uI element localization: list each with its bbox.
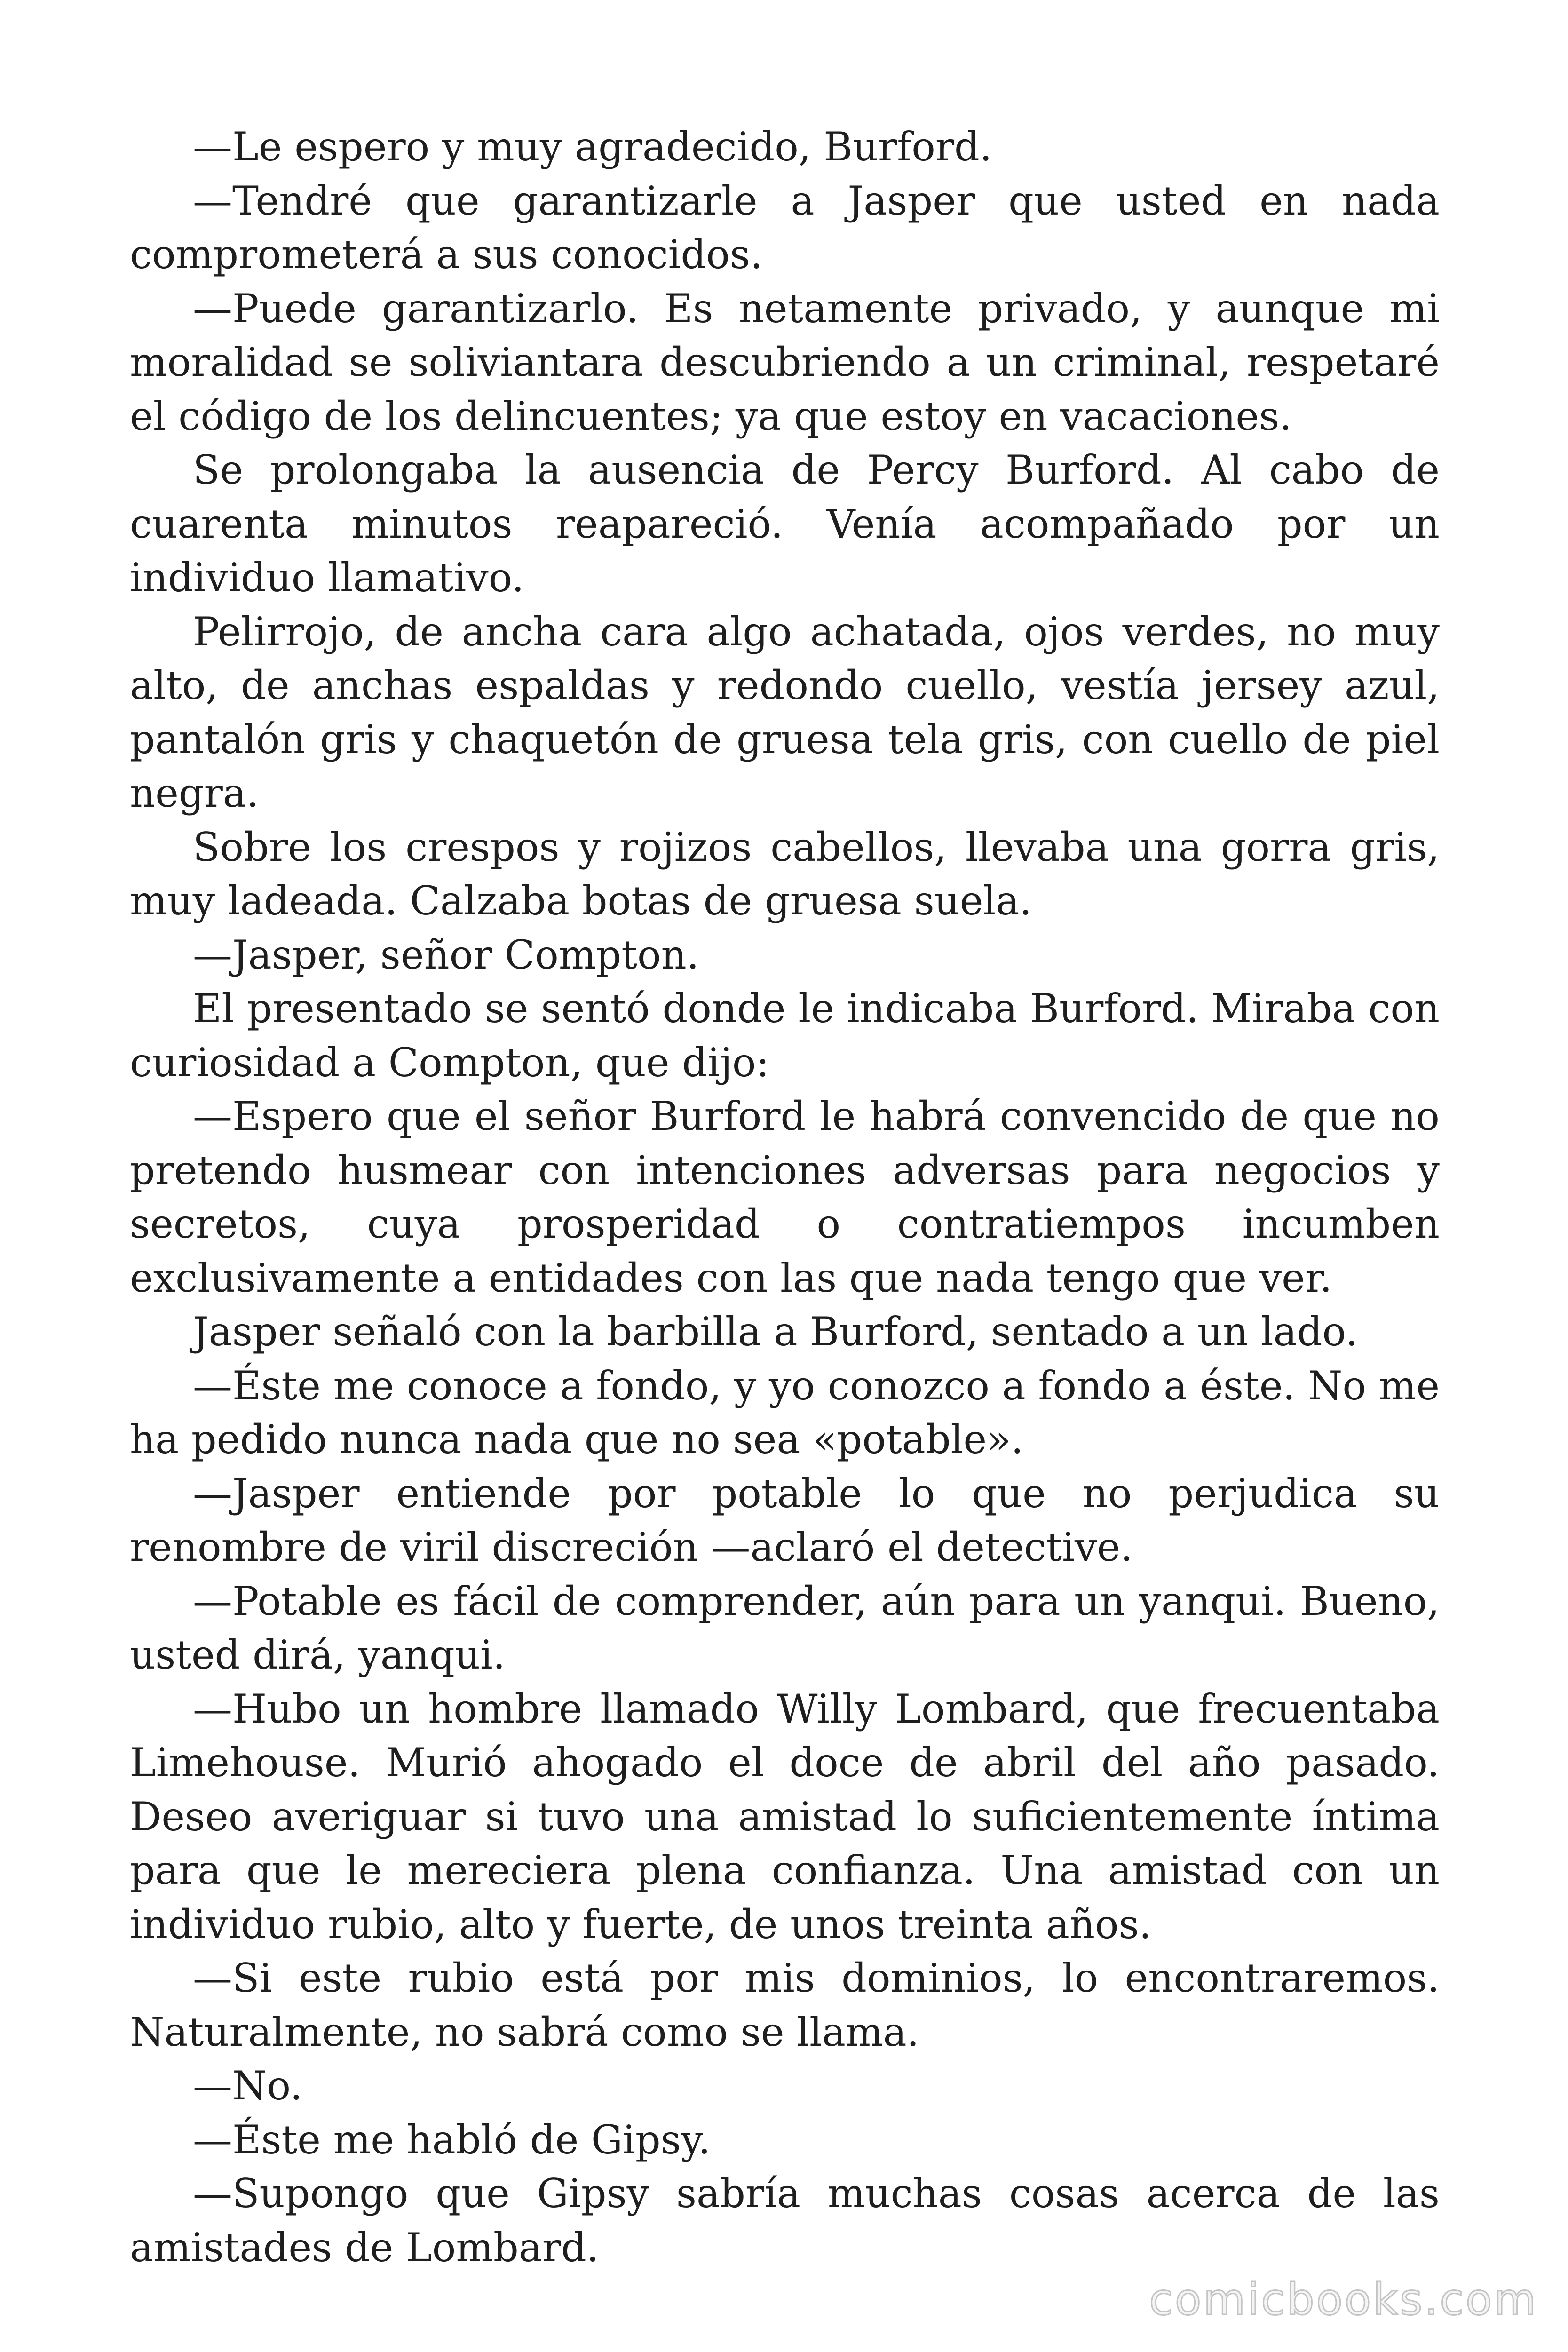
paragraph-18: —Supongo que Gipsy sabría muchas cosas acerca de las amistades de Lombard. bbox=[130, 2170, 1440, 2271]
paragraph-9: —Espero que el señor Burford le habrá convencido de que no pretendo husmear con intenciones adversas para negocios y secretos, cuya prosperidad o contratiempos incumben exclusivamente a entidades con las que nada tengo que ver. bbox=[130, 1093, 1440, 1301]
paragraph-3: —Puede garantizarlo. Es netamente privado, y aunque mi moralidad se soliviantara descubriendo a un criminal, respetaré el código de los delincuentes; ya que estoy en vacaciones. bbox=[130, 285, 1440, 439]
paragraph-1: —Le espero y muy agradecido, Burford. bbox=[193, 124, 992, 170]
paragraph-13: —Potable es fácil de comprender, aún para un yanqui. Bueno, usted dirá, yanqui. bbox=[130, 1578, 1440, 1678]
paragraph-11: —Éste me conoce a fondo, y yo conozco a fondo a éste. No me ha pedido nunca nada que no sea «potable». bbox=[130, 1362, 1440, 1462]
paragraph-8: El presentado se sentó donde le indicaba Burford. Miraba con curiosidad a Compton, que dijo: bbox=[130, 985, 1440, 1086]
paragraph-4: Se prolongaba la ausencia de Percy Burford. Al cabo de cuarenta minutos reapareció. Venía acompañado por un individuo llamativo. bbox=[130, 447, 1440, 601]
paragraph-16: —No. bbox=[193, 2063, 303, 2109]
paragraph-6: Sobre los crespos y rojizos cabellos, llevaba una gorra gris, muy ladeada. Calzaba botas de gruesa suela. bbox=[130, 824, 1440, 924]
paragraph-12: —Jasper entiende por potable lo que no perjudica su renombre de viril discreción —aclaró el detective. bbox=[130, 1470, 1440, 1570]
paragraph-10: Jasper señaló con la barbilla a Burford, sentado a un lado. bbox=[193, 1309, 1358, 1355]
paragraph-17: —Éste me habló de Gipsy. bbox=[193, 2116, 711, 2163]
paragraph-15: —Si este rubio está por mis dominios, lo encontraremos. Naturalmente, no sabrá como se llama. bbox=[130, 1955, 1440, 2055]
paragraph-7: —Jasper, señor Compton. bbox=[193, 931, 699, 978]
watermark-text: comicbooks.com bbox=[1149, 2274, 1538, 2325]
page-text bbox=[130, 120, 1440, 2274]
paragraph-2: —Tendré que garantizarle a Jasper que usted en nada comprometerá a sus conocidos. bbox=[130, 177, 1440, 278]
paragraph-5: Pelirrojo, de ancha cara algo achatada, ojos verdes, no muy alto, de anchas espaldas y redondo cuello, vestía jersey azul, pantalón gris y chaquetón de gruesa tela gris, con cuello de piel negra. bbox=[130, 608, 1440, 816]
paragraph-14: —Hubo un hombre llamado Willy Lombard, que frecuentaba Limehouse. Murió ahogado el doce de abril del año pasado. Deseo averiguar si tuvo una amistad lo suficientemente íntima para que le mereciera plena confianza. Una amistad con un individuo rubio, alto y fuerte, de unos treinta años. bbox=[130, 1685, 1440, 1947]
